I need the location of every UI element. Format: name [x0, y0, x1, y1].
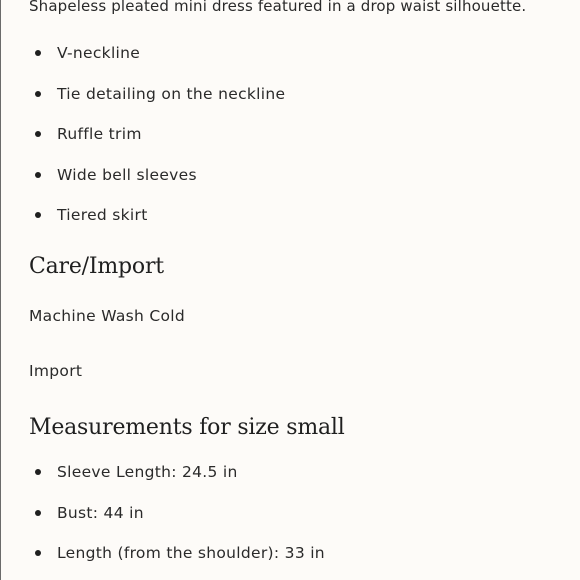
- measurement-text: Length (from the shoulder): 33 in: [57, 544, 325, 562]
- measurement-text: Bust: 44 in: [57, 503, 144, 522]
- list-item: [29, 124, 569, 144]
- measurements-heading: Measurements for size small: [29, 415, 345, 440]
- description-intro: Shapeless pleated mini dress featured in a drop waist silhouette.: [29, 0, 527, 15]
- product-details: [29, 0, 569, 563]
- list-item: [29, 43, 569, 63]
- left-border: [0, 0, 1, 580]
- bullet-icon: [35, 172, 41, 178]
- measurement-text: Sleeve Length: 24.5 in: [57, 463, 238, 481]
- list-item: [29, 503, 569, 523]
- bullet-icon: [35, 212, 41, 218]
- care-heading: Care/Import: [29, 254, 164, 279]
- care-instruction: Machine Wash Cold: [29, 307, 186, 325]
- bullet-icon: [35, 469, 41, 475]
- feature-text: Ruffle trim: [57, 125, 142, 143]
- bullet-icon: [35, 131, 41, 137]
- list-item: [29, 205, 569, 225]
- bullet-icon: [35, 91, 41, 97]
- feature-text: V-neckline: [57, 44, 141, 62]
- import-note: Import: [29, 362, 83, 380]
- bullet-icon: [35, 510, 41, 516]
- feature-list: [29, 43, 569, 225]
- list-item: [29, 462, 569, 482]
- feature-text: Tie detailing on the neckline: [57, 84, 286, 103]
- list-item: [29, 165, 569, 185]
- feature-text: Tiered skirt: [57, 206, 148, 224]
- list-item: [29, 543, 569, 563]
- bullet-icon: [35, 50, 41, 56]
- bullet-icon: [35, 550, 41, 556]
- list-item: [29, 84, 569, 104]
- measurement-list: [29, 462, 569, 563]
- feature-text: Wide bell sleeves: [57, 165, 197, 184]
